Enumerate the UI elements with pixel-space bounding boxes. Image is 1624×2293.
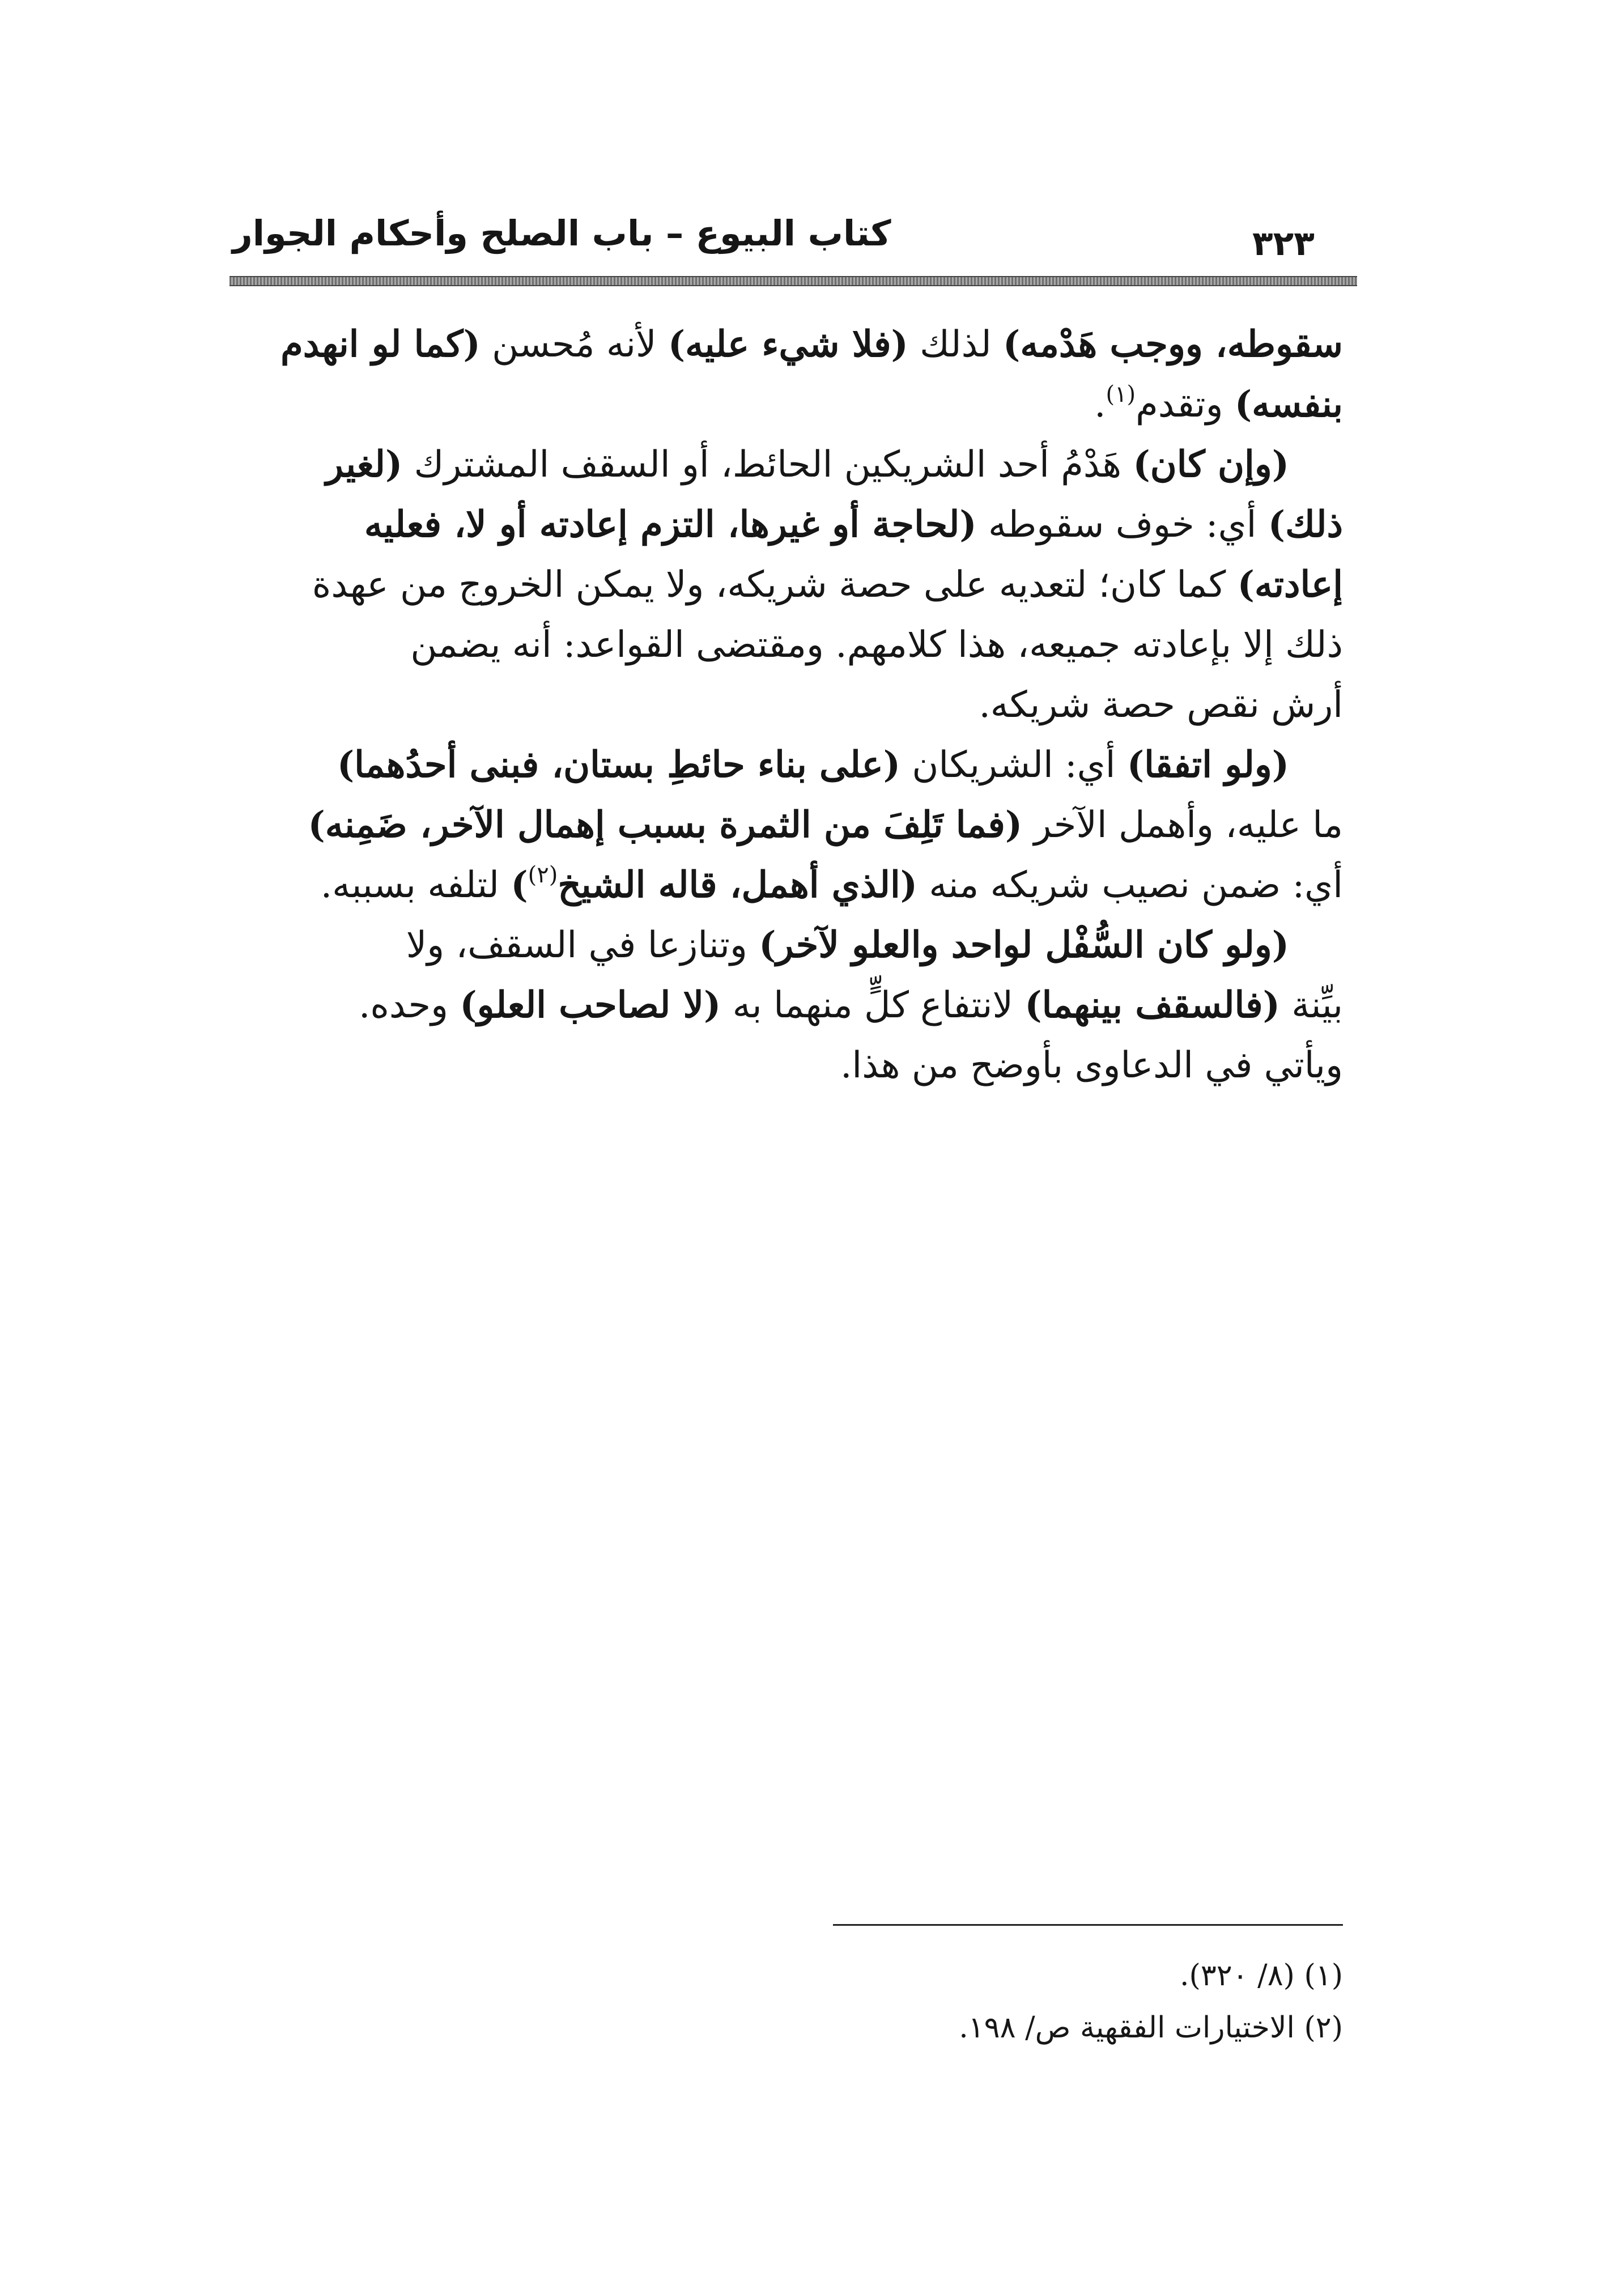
matn-text: (فلا شيء عليه)	[668, 323, 908, 366]
text-line	[204, 975, 1343, 1035]
text-line	[204, 915, 1343, 975]
sharh-text: أي: خوف سقوطه	[976, 504, 1268, 546]
text-line	[204, 795, 1343, 855]
paragraph-1	[204, 315, 1343, 435]
matn-text: (ولو كان السُّفْل لواحد والعلو لآخر)	[759, 924, 1289, 966]
matn-text: إعادته)	[1237, 563, 1343, 606]
footnote-rule	[833, 1924, 1343, 1926]
sharh-text: ما عليه، وأهمل الآخر	[1022, 804, 1343, 846]
text-line	[204, 495, 1343, 555]
matn-text: ذلك)	[1268, 503, 1343, 546]
text-line	[204, 555, 1343, 615]
sharh-text: لذلك	[908, 324, 1004, 366]
matn-text: سقوطه، ووجب هَدْمه)	[1003, 323, 1343, 366]
matn-text: بنفسه)	[1234, 383, 1343, 426]
footnote-marker: (١)	[1106, 381, 1136, 407]
footnotes	[833, 1950, 1343, 2054]
sharh-text: وتنازعا في السقف، ولا	[406, 924, 759, 966]
text-line: ويأتي في الدعاوى بأوضح من هذا.	[840, 1044, 1343, 1086]
paragraph-2	[204, 435, 1343, 735]
text-line	[204, 315, 1343, 375]
sharh-text: بيِّنة	[1279, 984, 1343, 1026]
body-text	[204, 315, 1343, 1095]
sharh-text: .	[1094, 384, 1106, 426]
running-title: كتاب البيوع – باب الصلح وأحكام الجوار	[232, 213, 891, 254]
sharh-text: أي: الشريكان	[900, 744, 1127, 786]
text-line	[204, 435, 1343, 495]
sharh-text: وتقدم	[1136, 384, 1235, 426]
matn-text: (كما لو انهدم	[280, 323, 481, 366]
sharh-text: كما كان؛ لتعديه على حصة شريكه، ولا يمكن الخروج من عهدة	[312, 564, 1238, 606]
sharh-text: لأنه مُحسن	[480, 324, 668, 366]
matn-text: (فما تَلِفَ من الثمرة بسبب إهمال الآخر، ضَمِنه)	[308, 804, 1023, 846]
paragraph-4	[204, 915, 1343, 1095]
matn-text: (وإن كان)	[1133, 443, 1289, 486]
matn-text: (ولو اتفقا)	[1126, 744, 1289, 786]
text-line	[204, 375, 1343, 435]
matn-text: (لغير	[325, 443, 403, 486]
matn-text: (لا لصاحب العلو)	[460, 984, 721, 1026]
text-line	[204, 735, 1343, 795]
footnote-2: (٢) الاختيارات الفقهية ص/ ١٩٨.	[959, 2011, 1343, 2045]
sharh-text: وحده.	[359, 984, 460, 1026]
matn-text: (فالسقف بينهما)	[1024, 984, 1280, 1026]
footnote-marker: (٢)	[528, 862, 558, 888]
text-line: أرش نقص حصة شريكه.	[979, 684, 1343, 726]
matn-text: (لحاجة أو غيرها، التزم إعادته أو لا، فعليه	[364, 503, 977, 546]
page-number: ٣٢٣	[1252, 224, 1315, 264]
matn-text: (على بناء حائطِ بستان، فبنى أحدُهما)	[337, 744, 901, 786]
sharh-text: لانتفاع كلٍّ منهما به	[721, 984, 1025, 1026]
matn-text: )	[511, 864, 528, 906]
sharh-text: هَدْمُ أحد الشريكين الحائط، أو السقف المشترك	[402, 444, 1133, 486]
sharh-text: أي: ضمن نصيب شريكه منه	[917, 864, 1343, 906]
footnote-1: (١) (٨/ ٣٢٠).	[1180, 1959, 1343, 1993]
paragraph-3	[204, 735, 1343, 915]
text-line: ذلك إلا بإعادته جميعه، هذا كلامهم. ومقتضى القواعد: أنه يضمن	[410, 624, 1343, 666]
sharh-text: لتلفه بسببه.	[320, 864, 511, 906]
header-rule	[229, 276, 1357, 286]
text-line	[204, 855, 1343, 915]
matn-text: (الذي أهمل، قاله الشيخ	[558, 864, 917, 906]
